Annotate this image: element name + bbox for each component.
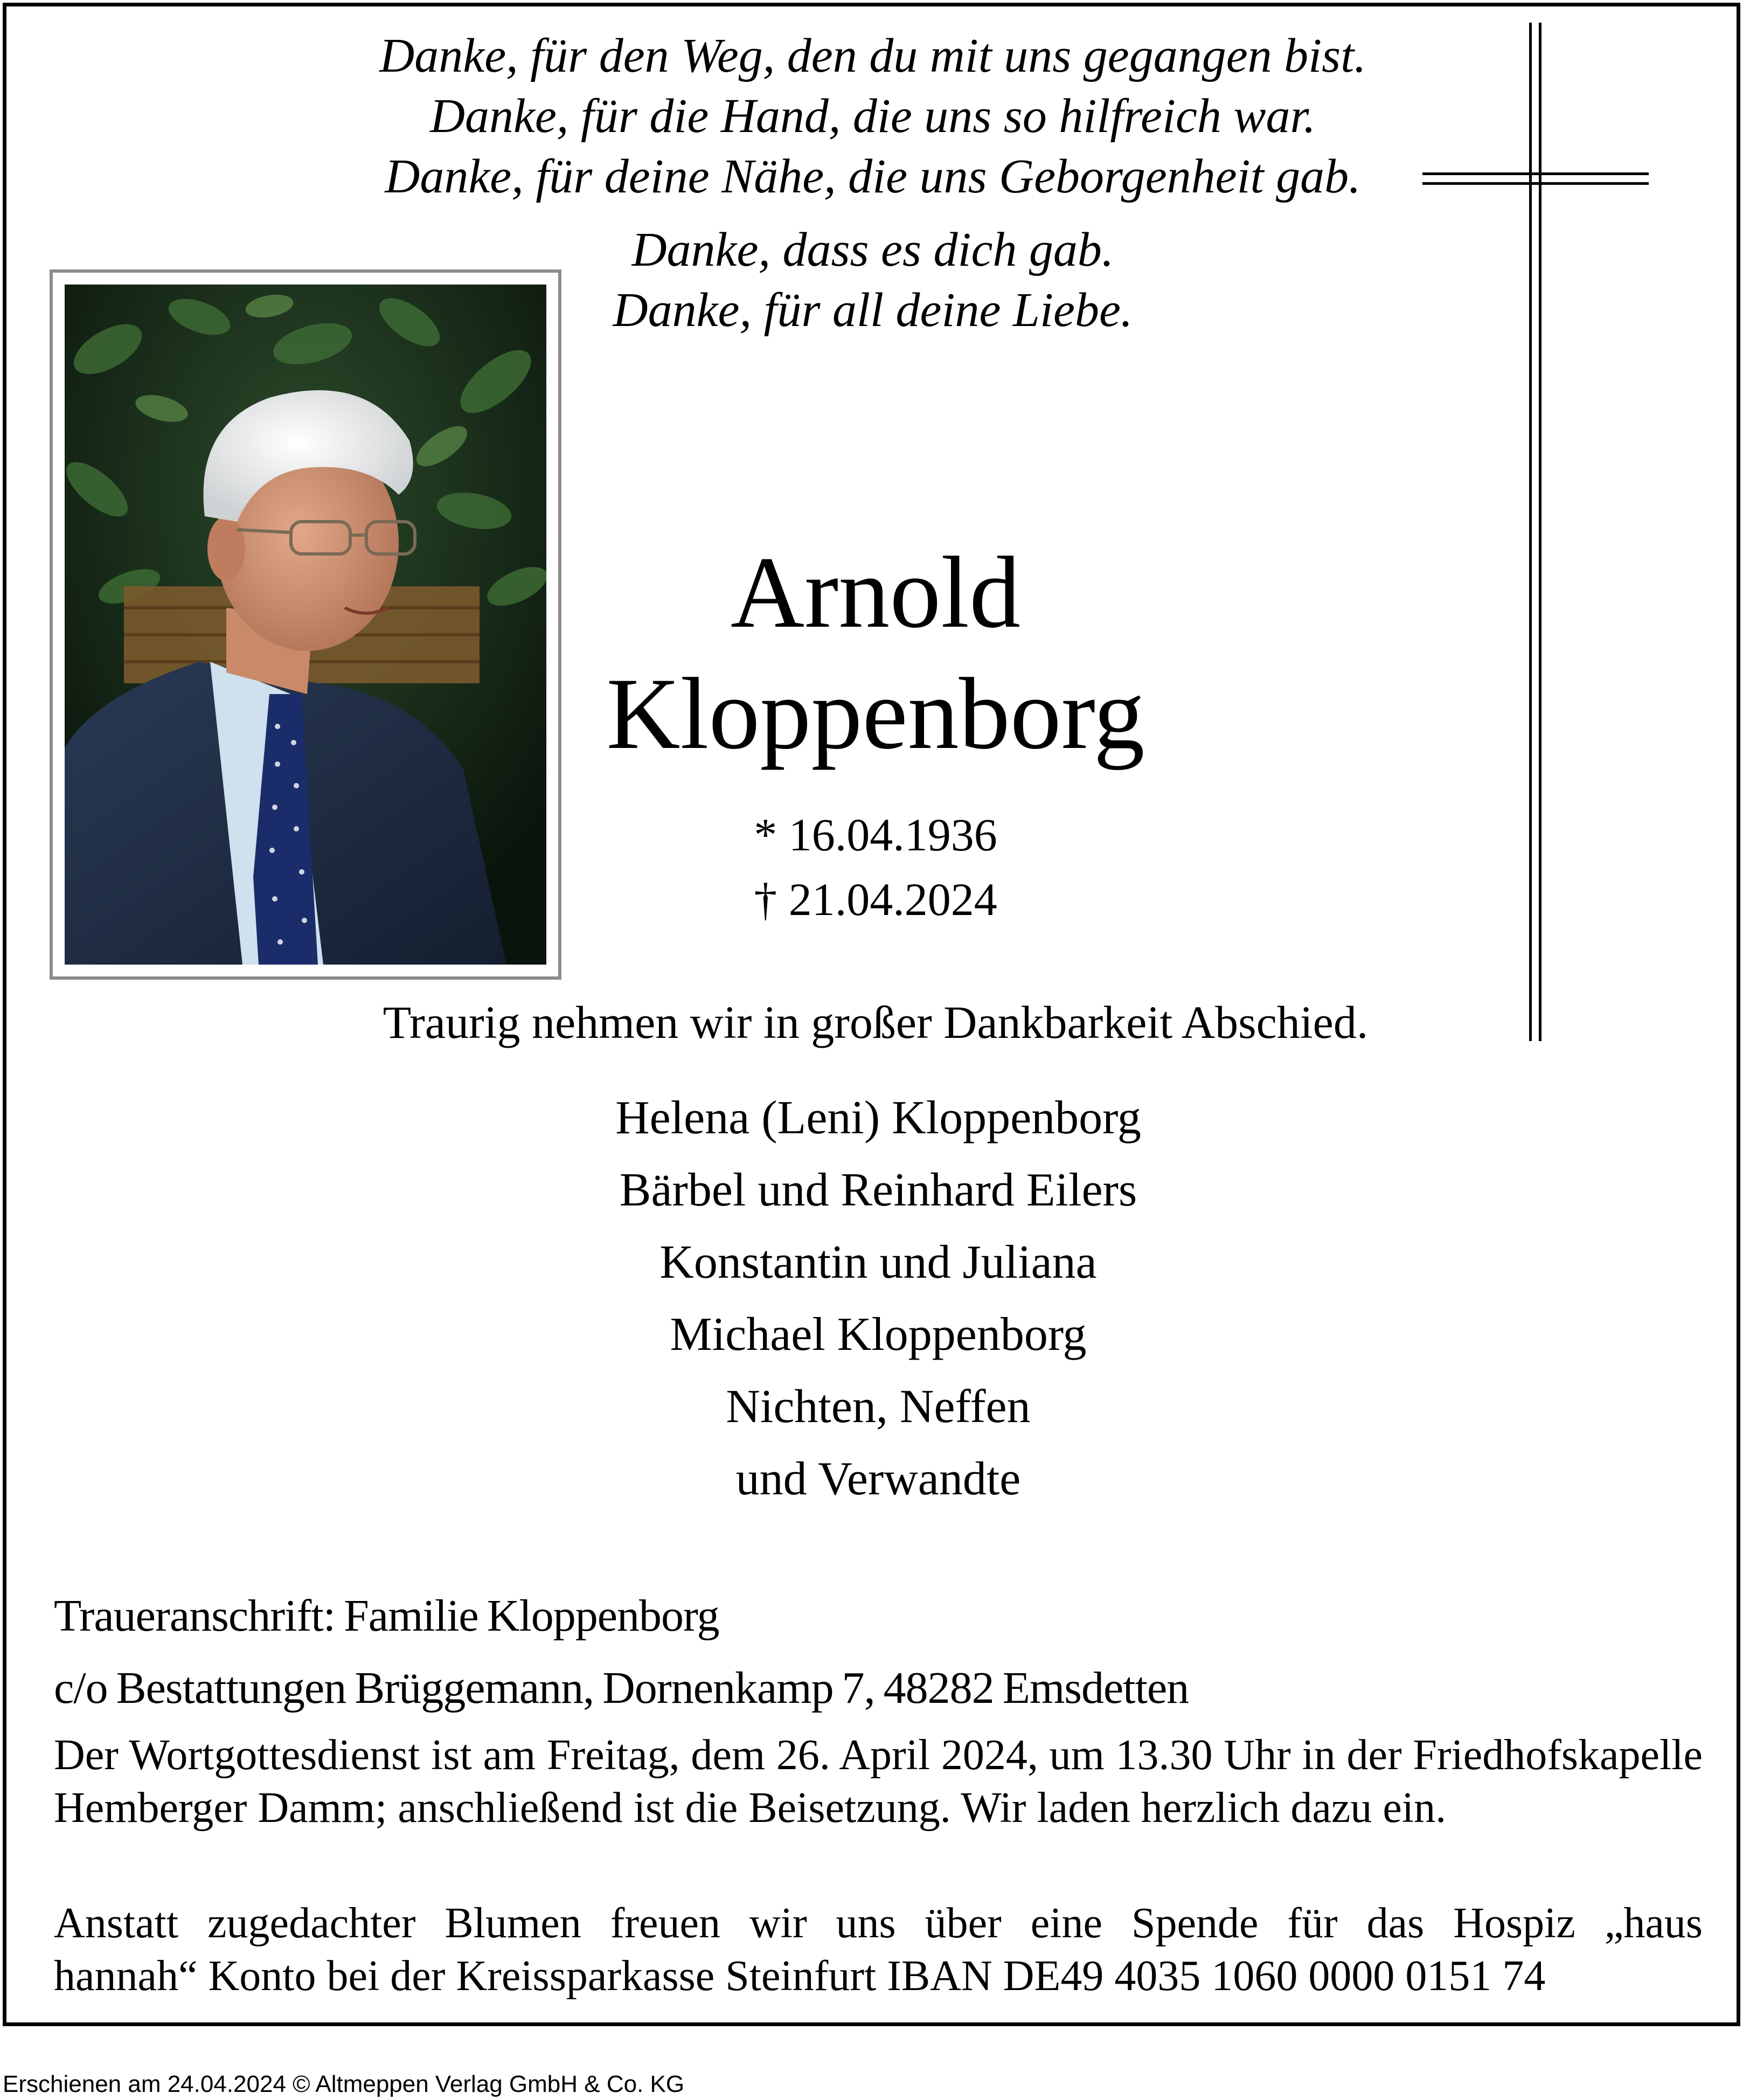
mourner-name: Bärbel und Reinhard Eilers (619, 1164, 1137, 1216)
farewell-text: Traurig nehmen wir in großer Dankbarkeit Abschied. (383, 996, 1369, 1048)
portrait-photo (65, 285, 546, 965)
donation-line: Anstatt zugedachter Blumen freuen wir uns über eine Spende für das Hospiz „haus (54, 1900, 1703, 1947)
donation-line: hannah“ Konto bei der Kreissparkasse Steinfurt IBAN DE49 4035 1060 0000 0151 74 (54, 1952, 1546, 2000)
mourner-name: Nichten, Neffen (726, 1381, 1031, 1433)
service-notice: Der Wortgottesdienst ist am Freitag, dem 26. April 2024, um 13.30 Uhr in der Friedhofskapelle Hemberger Damm; anschließend ist die Beisetzung. Wir laden herzlich dazu ein. (54, 1731, 1703, 1832)
poem-stanza-1 (216, 26, 1530, 207)
mourner-name: Helena (Leni) Kloppenborg (615, 1092, 1141, 1144)
address-line: Traueranschrift: Familie Kloppenborg (54, 1591, 719, 1641)
donation-notice (54, 1897, 1703, 2002)
publication-footer: Erschienen am 24.04.2024 © Altmeppen Verlag GmbH & Co. KG (3, 2071, 685, 2097)
mourning-address (54, 1580, 1189, 1724)
poem-line: Danke, für die Hand, die uns so hilfreich war. (429, 89, 1316, 143)
deceased-last-name: Kloppenborg (606, 657, 1145, 771)
poem-line: Danke, dass es dich gab. (631, 223, 1114, 276)
mourners-list (377, 1082, 1379, 1515)
mourner-name: Michael Kloppenborg (670, 1308, 1087, 1361)
deceased-first-name: Arnold (730, 536, 1021, 649)
portrait-frame (50, 269, 561, 980)
cross-icon (1422, 23, 1649, 1041)
address-line: c/o Bestattungen Brüggemann, Dornenkamp 7, 48282 Emsdetten (54, 1663, 1189, 1713)
mourner-name: und Verwandte (735, 1453, 1021, 1505)
poem-line: Danke, für den Weg, den du mit uns gegangen bist. (379, 29, 1366, 82)
mourner-name: Konstantin und Juliana (659, 1236, 1097, 1288)
death-date: † 21.04.2024 (754, 874, 997, 925)
poem-line: Danke, für all deine Liebe. (613, 283, 1133, 337)
poem-line: Danke, für deine Nähe, die uns Geborgenheit gab. (385, 150, 1361, 203)
birth-date: * 16.04.1936 (754, 809, 997, 861)
